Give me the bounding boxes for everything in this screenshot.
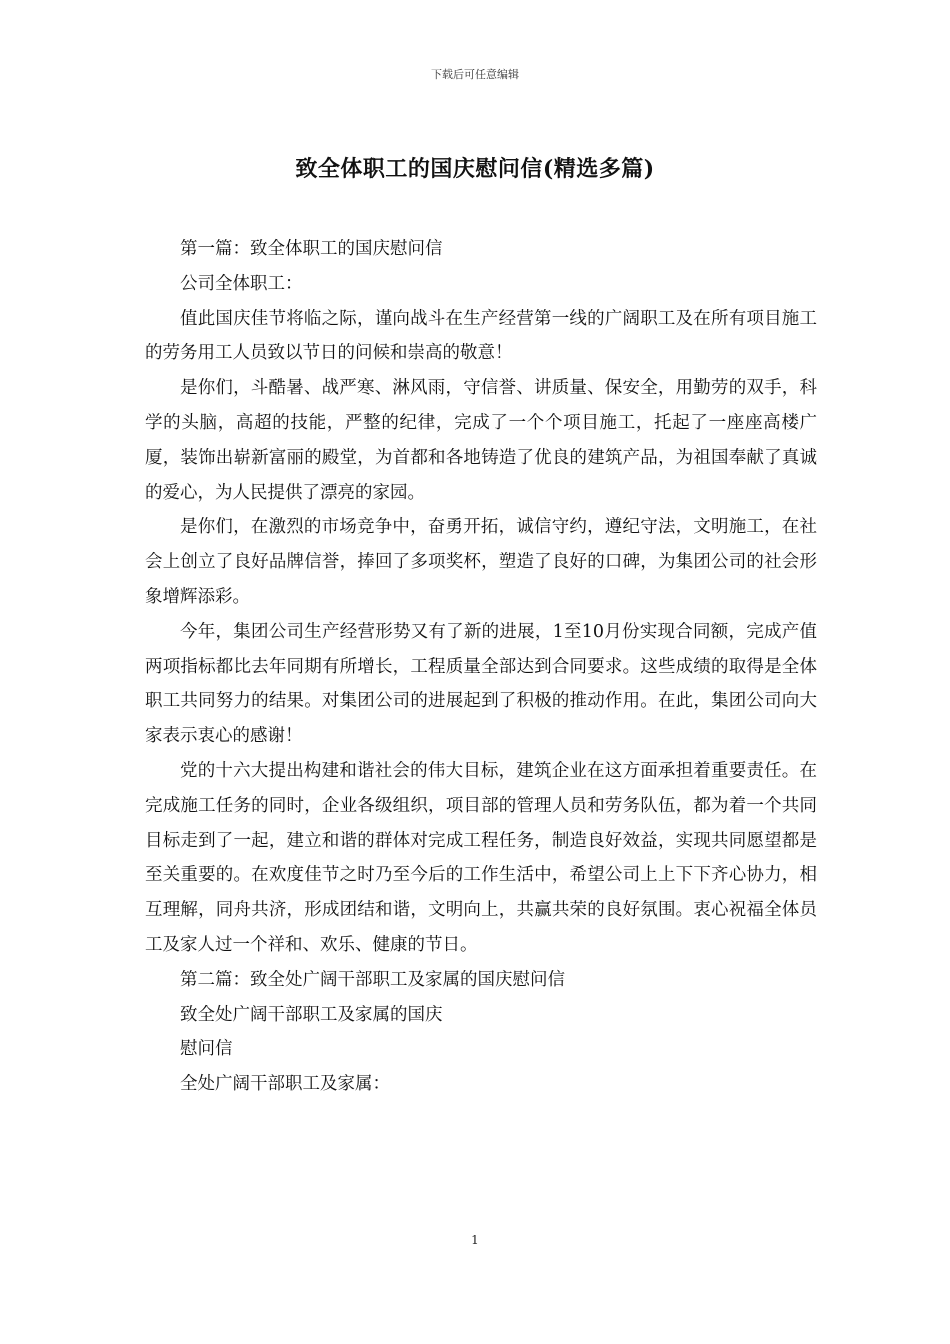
document-body bbox=[145, 232, 817, 1102]
salutation: 公司全体职工： bbox=[180, 273, 303, 294]
document-title: 致全体职工的国庆慰问信(精选多篇) bbox=[295, 156, 655, 182]
salutation: 全处广阔干部职工及家属： bbox=[180, 1074, 390, 1095]
paragraph: 是你们，在激烈的市场竞争中，奋勇开拓，诚信守约，遵纪守法，文明施工，在社会上创立了良好品牌信誉，捧回了多项奖杯，塑造了良好的口碑，为集团公司的社会形象增辉添彩。 bbox=[145, 517, 817, 607]
paragraph: 党的十六大提出构建和谐社会的伟大目标，建筑企业在这方面承担着重要责任。在完成施工任务的同时，企业各级组织，项目部的管理人员和劳务队伍，都为着一个共同目标走到了一起，建立和谐的群体对完成工程任务，制造良好效益，实现共同愿望都是至关重要的。在欢度佳节之时乃至今后的工作生活中，希望公司上上下下齐心协力，相互理解，同舟共济，形成团结和谐，文明向上，共赢共荣的良好氛围。衷心祝福全体员工及家人过一个祥和、欢乐、健康的节日。 bbox=[145, 760, 817, 955]
section-heading-2: 第二篇：致全处广阔干部职工及家属的国庆慰问信 bbox=[180, 969, 565, 990]
paragraph: 今年，集团公司生产经营形势又有了新的进展，1至10月份实现合同额，完成产值两项指标都比去年同期有所增长，工程质量全部达到合同要求。这些成绩的取得是全体职工共同努力的结果。对集团公司的进展起到了积极的推动作用。在此，集团公司向大家表示衷心的感谢！ bbox=[145, 621, 817, 747]
section-heading-1: 第一篇：致全体职工的国庆慰问信 bbox=[180, 239, 443, 259]
paragraph: 值此国庆佳节将临之际，谨向战斗在生产经营第一线的广阔职工及在所有项目施工的劳务用工人员致以节日的问候和崇高的敬意！ bbox=[145, 308, 817, 364]
page-header: 下载后可任意编辑 bbox=[431, 68, 519, 81]
letter-title-line: 致全处广阔干部职工及家属的国庆 bbox=[180, 1004, 443, 1025]
paragraph: 是你们，斗酷暑、战严寒、淋风雨，守信誉、讲质量、保安全，用勤劳的双手，科学的头脑，高超的技能，严整的纪律，完成了一个个项目施工，托起了一座座高楼广厦，装饰出崭新富丽的殿堂，为首都和各地铸造了优良的建筑产品，为祖国奉献了真诚的爱心，为人民提供了漂亮的家园。 bbox=[145, 378, 817, 503]
letter-title-line: 慰问信 bbox=[180, 1039, 233, 1060]
page-number: 1 bbox=[471, 1233, 479, 1247]
